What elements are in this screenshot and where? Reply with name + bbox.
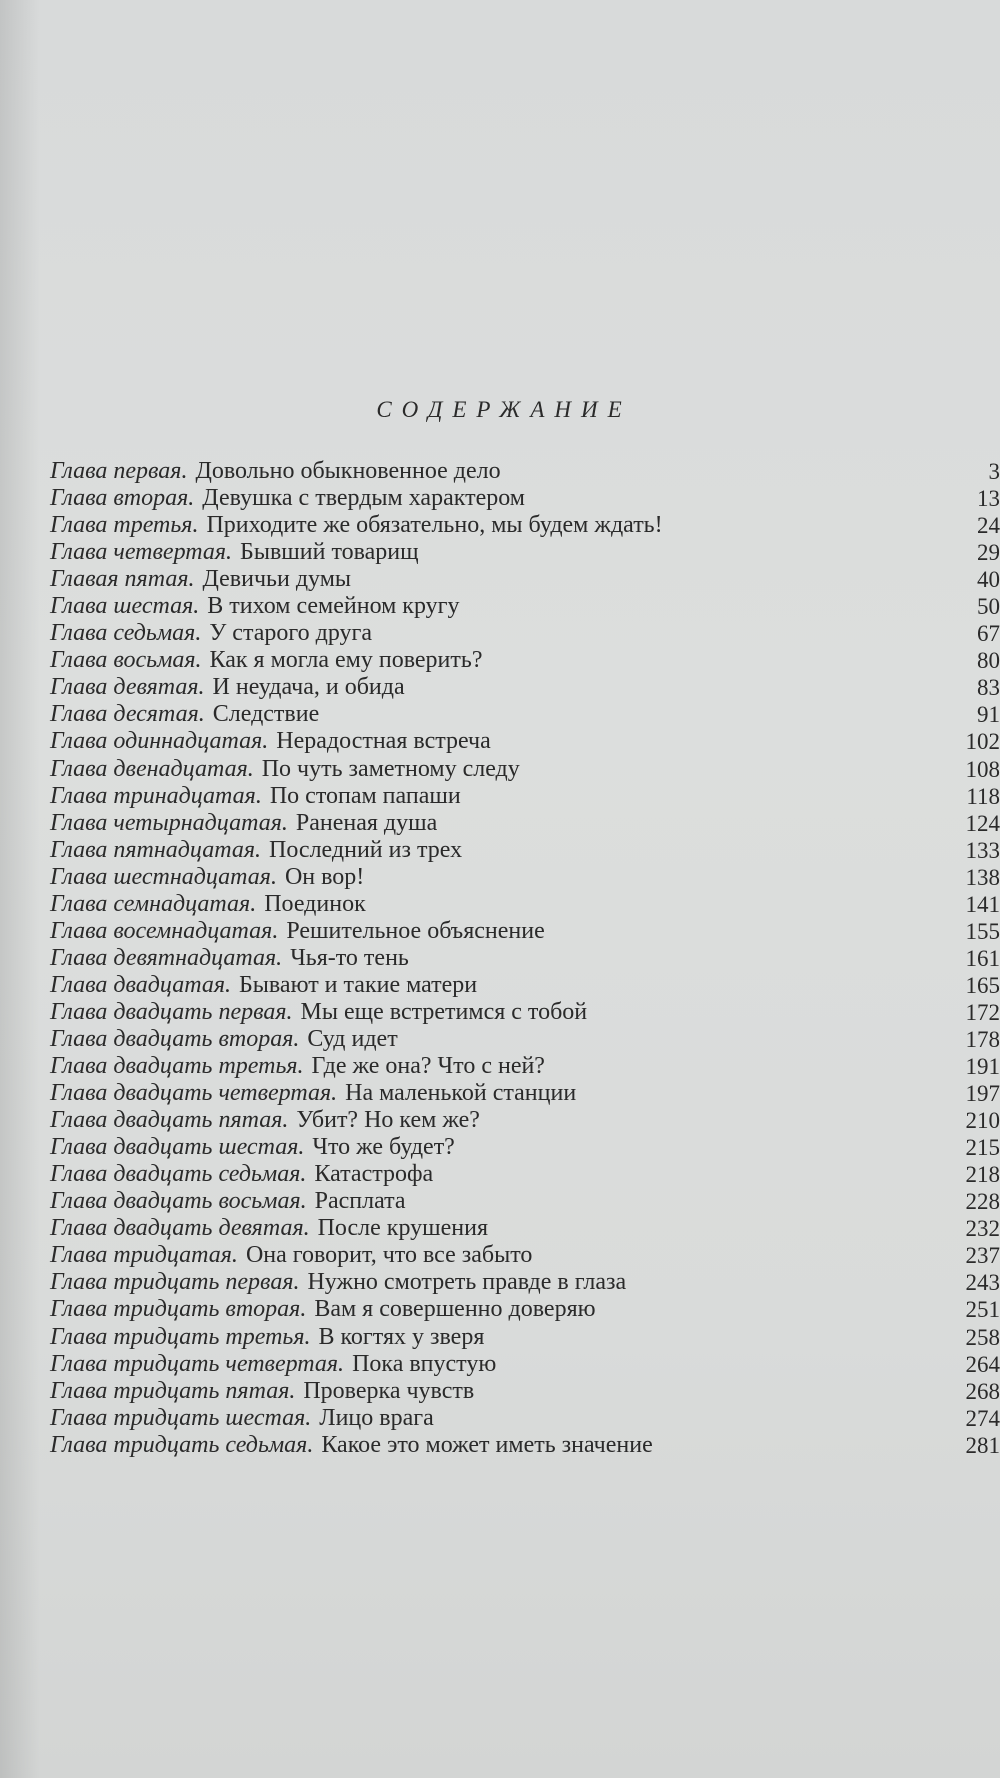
toc-entry [50, 485, 1000, 512]
page-number: 13 [977, 486, 1000, 512]
chapter-number: Глава тридцать первая. [50, 1269, 300, 1296]
chapter-number: Глава тридцать четвертая. [50, 1350, 345, 1377]
chapter-title: Бывают и такие матери [239, 971, 478, 998]
chapter-title: Решительное объяснение [286, 917, 545, 944]
page-number: 40 [977, 567, 1000, 593]
chapter-number: Глава двадцать девятая. [50, 1215, 310, 1242]
toc-entry [50, 1432, 1000, 1459]
chapter-title: Нерадостная встреча [276, 728, 491, 755]
page-number: 178 [965, 1026, 1000, 1052]
chapter-number: Глава вторая. [50, 485, 195, 512]
page-number: 281 [965, 1432, 1000, 1458]
chapter-title: Вам я совершенно доверяю [314, 1296, 596, 1323]
page-number: 264 [965, 1351, 1000, 1377]
chapter-number: Глава десятая. [50, 701, 205, 728]
toc-entry [50, 1161, 1000, 1188]
toc-entry [50, 1053, 1000, 1080]
table-of-contents [50, 458, 1000, 1459]
page-number: 218 [965, 1162, 1000, 1188]
toc-entry [50, 1269, 1000, 1296]
chapter-title: По чуть заметному следу [261, 755, 520, 782]
chapter-number: Глава двадцатая. [50, 971, 231, 998]
chapter-title: Лицо врага [319, 1404, 434, 1431]
chapter-number: Глава двадцать первая. [50, 998, 293, 1025]
chapter-title: Она говорит, что все забыто [245, 1242, 533, 1269]
chapter-title: Последний из трех [269, 836, 463, 863]
page-number: 102 [965, 729, 1000, 755]
page-number: 258 [965, 1324, 1000, 1350]
toc-entry [50, 701, 1000, 728]
toc-entry [50, 837, 1000, 864]
chapter-title: Нужно смотреть правде в глаза [307, 1269, 627, 1296]
toc-entry [50, 1188, 1000, 1215]
chapter-number: Глава четырнадцатая. [50, 809, 288, 836]
page-number: 67 [977, 621, 1000, 647]
chapter-number: Глава двадцать четвертая. [50, 1080, 338, 1107]
page-number: 141 [965, 891, 1000, 917]
chapter-number: Глава двадцать третья. [50, 1053, 304, 1080]
toc-entry [50, 999, 1000, 1026]
chapter-number: Глава восемнадцатая. [50, 917, 279, 944]
toc-entry [50, 458, 1000, 485]
chapter-title: У старого друга [209, 620, 373, 647]
page-number: 3 [988, 459, 1000, 484]
page-number: 243 [965, 1270, 1000, 1296]
chapter-number: Глава тридцать пятая. [50, 1377, 296, 1404]
chapter-title: Приходите же обязательно, мы будем ждать! [206, 512, 663, 539]
chapter-number: Глава девятая. [50, 674, 205, 701]
toc-entry [50, 1107, 1000, 1134]
chapter-number: Глава третья. [50, 512, 199, 539]
chapter-title: Девушка с твердым характером [202, 485, 525, 512]
chapter-number: Глава первая. [50, 458, 188, 484]
page-number: 232 [965, 1216, 1000, 1242]
chapter-title: После крушения [317, 1215, 489, 1242]
toc-entry [50, 539, 1000, 566]
page-number: 29 [977, 540, 1000, 566]
toc-entry [50, 1351, 1000, 1378]
toc-entry [50, 1405, 1000, 1432]
chapter-number: Глава шестнадцатая. [50, 863, 277, 890]
toc-entry [50, 810, 1000, 837]
page-number: 83 [977, 675, 1000, 701]
chapter-number: Глава тридцать третья. [50, 1323, 311, 1350]
chapter-number: Глава тридцатая. [50, 1242, 238, 1269]
page-number: 124 [965, 810, 1000, 836]
toc-entry [50, 674, 1000, 701]
chapter-number: Глава двадцать восьмая. [50, 1188, 307, 1215]
chapter-number: Глава седьмая. [50, 620, 202, 647]
chapter-number: Глава двадцать шестая. [50, 1134, 305, 1161]
chapter-title: Он вор! [284, 863, 365, 890]
page-number: 24 [977, 513, 1000, 539]
page-number: 172 [965, 999, 1000, 1025]
chapter-title: На маленькой станции [345, 1080, 577, 1107]
chapter-title: Раненая душа [295, 809, 438, 836]
toc-entry [50, 1324, 1000, 1351]
chapter-title: Бывший товарищ [240, 539, 419, 566]
page-number: 274 [965, 1405, 1000, 1431]
page-number: 50 [977, 594, 1000, 620]
chapter-number: Глава двадцать седьмая. [50, 1161, 307, 1188]
chapter-title: Как я могла ему поверить? [209, 647, 483, 674]
chapter-number: Глава тридцать седьмая. [50, 1431, 314, 1458]
page-number: 108 [965, 756, 1000, 782]
toc-entry [50, 1242, 1000, 1269]
toc-entry [50, 647, 1000, 674]
page-number: 91 [977, 702, 1000, 728]
page-number: 237 [965, 1243, 1000, 1269]
chapter-title: Суд идет [307, 1025, 398, 1052]
page-number: 155 [965, 918, 1000, 944]
toc-entry [50, 593, 1000, 620]
toc-entry [50, 891, 1000, 918]
chapter-title: Что же будет? [312, 1134, 455, 1161]
contents-heading: СОДЕРЖАНИЕ [376, 397, 632, 422]
page-number: 80 [977, 648, 1000, 674]
page-number: 197 [965, 1081, 1000, 1107]
toc-entry [50, 566, 1000, 593]
chapter-number: Глава четвертая. [50, 539, 233, 566]
page-number: 268 [965, 1378, 1000, 1404]
chapter-number: Глава шестая. [50, 593, 200, 620]
chapter-title: В тихом семейном кругу [207, 593, 460, 620]
toc-entry [50, 1080, 1000, 1107]
toc-entry [50, 972, 1000, 999]
toc-entry [50, 1026, 1000, 1053]
chapter-title: Какое это может иметь значение [321, 1431, 653, 1458]
toc-entry [50, 1134, 1000, 1161]
toc-entry [50, 512, 1000, 539]
chapter-title: Поединок [264, 890, 366, 917]
toc-entry [50, 1215, 1000, 1242]
page-edge-shadow [0, 0, 40, 1778]
toc-entry [50, 728, 1000, 755]
page-number: 191 [965, 1054, 1000, 1080]
chapter-title: Мы еще встретимся с тобой [300, 998, 588, 1025]
chapter-number: Глава одиннадцатая. [50, 728, 269, 755]
chapter-number: Глава тринадцатая. [50, 782, 262, 809]
chapter-number: Глава двадцать пятая. [50, 1107, 289, 1134]
toc-entry [50, 783, 1000, 810]
page-number: 133 [965, 837, 1000, 863]
page-number: 215 [965, 1135, 1000, 1161]
chapter-title: Расплата [314, 1188, 406, 1215]
chapter-number: Глава девятнадцатая. [50, 944, 283, 971]
page-number: 118 [966, 783, 1000, 809]
toc-entry [50, 756, 1000, 783]
chapter-title: Катастрофа [314, 1161, 434, 1188]
chapter-number: Глава тридцать вторая. [50, 1296, 307, 1323]
chapter-title: Девичьи думы [202, 566, 352, 593]
toc-entry [50, 945, 1000, 972]
chapter-title: Где же она? Что с ней? [311, 1053, 545, 1080]
toc-entry [50, 918, 1000, 945]
toc-entry [50, 1296, 1000, 1323]
toc-entry [50, 1378, 1000, 1405]
page-number: 228 [965, 1189, 1000, 1215]
chapter-number: Глава двенадцатая. [50, 755, 254, 782]
chapter-title: В когтях у зверя [318, 1323, 485, 1350]
page-number: 210 [965, 1108, 1000, 1134]
page-number: 165 [965, 972, 1000, 998]
chapter-title: Проверка чувств [303, 1377, 475, 1404]
chapter-title: Чья-то тень [290, 944, 409, 971]
chapter-title: Довольно обыкновенное дело [195, 458, 501, 484]
chapter-title: Убит? Но кем же? [296, 1107, 480, 1134]
page-number: 251 [965, 1297, 1000, 1323]
chapter-title: По стопам папаши [269, 782, 461, 809]
page-number: 161 [965, 945, 1000, 971]
page-number: 138 [965, 864, 1000, 890]
chapter-number: Глава двадцать вторая. [50, 1025, 300, 1052]
chapter-title: Пока впустую [352, 1350, 497, 1377]
toc-entry [50, 620, 1000, 647]
chapter-number: Глава семнадцатая. [50, 890, 257, 917]
chapter-number: Глава восьмая. [50, 647, 202, 674]
chapter-title: И неудача, и обида [212, 674, 405, 701]
toc-entry [50, 864, 1000, 891]
chapter-number: Глава пятнадцатая. [50, 836, 261, 863]
chapter-title: Следствие [212, 701, 320, 728]
chapter-number: Главая пятая. [50, 566, 195, 593]
chapter-number: Глава тридцать шестая. [50, 1404, 312, 1431]
